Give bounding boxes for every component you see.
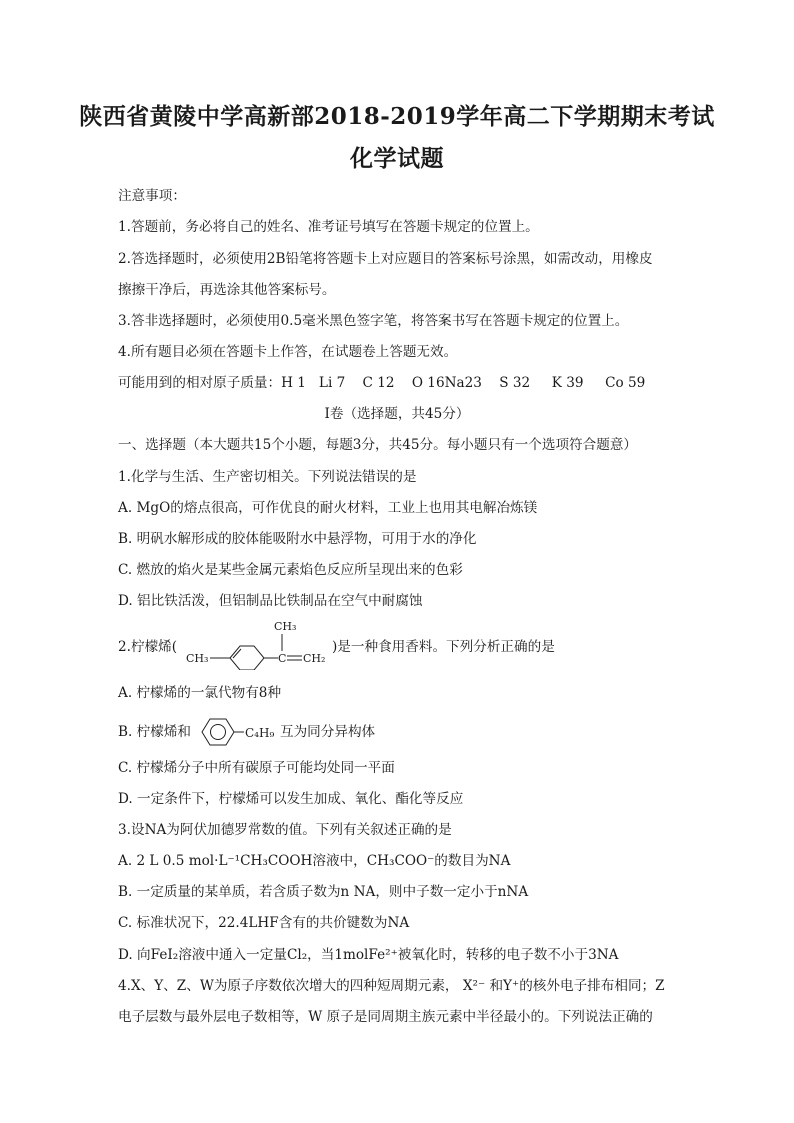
q1-option-c: C. 燃放的焰火是某些金属元素焰色反应所呈现出来的色彩: [118, 562, 463, 578]
notice-item-4: 4.所有题目必须在答题卡上作答，在试题卷上答题无效。: [118, 344, 458, 360]
q1-stem: 1.化学与生活、生产密切相关。下列说法错误的是: [118, 469, 417, 485]
notice-item-1: 1.答题前，务必将自己的姓名、准考证号填写在答题卡规定的位置上。: [118, 219, 539, 235]
q2-option-c: C. 柠檬烯分子中所有碳原子可能均处同一平面: [118, 760, 395, 776]
q2-option-a: A. 柠檬烯的一氯代物有8种: [118, 685, 282, 701]
q3-option-b: B. 一定质量的某单质，若含质子数为n NA，则中子数一定小于nNA: [118, 884, 529, 900]
exam-subject: 化学试题: [350, 145, 444, 172]
limonene-structure: [186, 618, 332, 670]
notice-item-2-cont: 擦擦干净后，再选涂其他答案标号。: [118, 282, 336, 298]
exam-title: 陕西省黄陵中学高新部2018-2019学年高二下学期期末考试: [79, 103, 715, 130]
q2-option-b-before: B. 柠檬烯和: [118, 724, 192, 740]
q1-option-b: B. 明矾水解形成的胶体能吸附水中悬浮物，可用于水的净化: [118, 531, 477, 547]
struct-ch3-left: CH₃: [186, 652, 209, 665]
q2-stem: [118, 637, 177, 657]
struct-c: C: [278, 652, 287, 665]
notice-heading: 注意事项：: [118, 188, 186, 204]
cyclohexene-ring: [230, 646, 264, 670]
q3-option-d: D. 向FeI₂溶液中通入一定量Cl₂，当1molFe²⁺被氧化时，转移的电子数不小于3NA: [118, 947, 619, 963]
q3-option-c: C. 标准状况下，22.4LHF含有的共价键数为NA: [118, 915, 410, 931]
q1-option-d: D. 铝比铁活泼，但铝制品比铁制品在空气中耐腐蚀: [118, 593, 423, 609]
section-instruction: 一、选择题（本大题共15个小题，每题3分，共45分。每小题只有一个选项符合题意）: [118, 437, 638, 453]
q2-option-d: D. 一定条件下，柠檬烯可以发生加成、氧化、酯化等反应: [118, 791, 464, 807]
q1-option-a: A. MgO的熔点很高，可作优良的耐火材料，工业上也用其电解冶炼镁: [118, 500, 538, 516]
struct-ch3-top: CH₃: [274, 620, 297, 633]
atomic-masses: 可能用到的相对原子质量：H 1 Li 7 C 12 O 16Na23 S 32 K 39 Co 59: [118, 375, 646, 391]
q2-stem-after: )是一种食用香料。下列分析正确的是: [332, 639, 555, 655]
benzene-ring: [202, 719, 234, 745]
struct-ch2: CH₂: [303, 652, 326, 665]
q2-option-b: [118, 722, 191, 742]
q2-stem-before: 2.柠檬烯(: [118, 639, 178, 655]
q3-option-a: A. 2 L 0.5 mol·L⁻¹CH₃COOH溶液中，CH₃COO⁻的数目为NA: [118, 853, 511, 869]
q3-stem: 3.设NA为阿伏加德罗常数的值。下列有关叙述正确的是: [118, 822, 452, 838]
q4-line-1: 4.X、Y、Z、W为原子序数依次增大的四种短周期元素， X²⁻ 和Y⁺的核外电子排布相同；Z: [118, 978, 665, 994]
q4-line-2: 电子层数与最外层电子数相等，W 原子是同周期主族元素中半径最小的。下列说法正确的: [118, 1009, 653, 1025]
struct-c4h9: C₄H₉: [245, 726, 275, 740]
notice-item-2: 2.答选择题时，必须使用2B铅笔将答题卡上对应题目的答案标号涂黑，如需改动，用橡皮: [118, 251, 653, 267]
section-title: Ⅰ卷（选择题，共45分）: [324, 406, 470, 422]
notice-item-3: 3.答非选择题时，必须使用0.5毫米黑色签字笔，将答案书写在答题卡规定的位置上。: [118, 313, 629, 329]
q2-option-b-after: 互为同分异构体: [280, 724, 376, 740]
